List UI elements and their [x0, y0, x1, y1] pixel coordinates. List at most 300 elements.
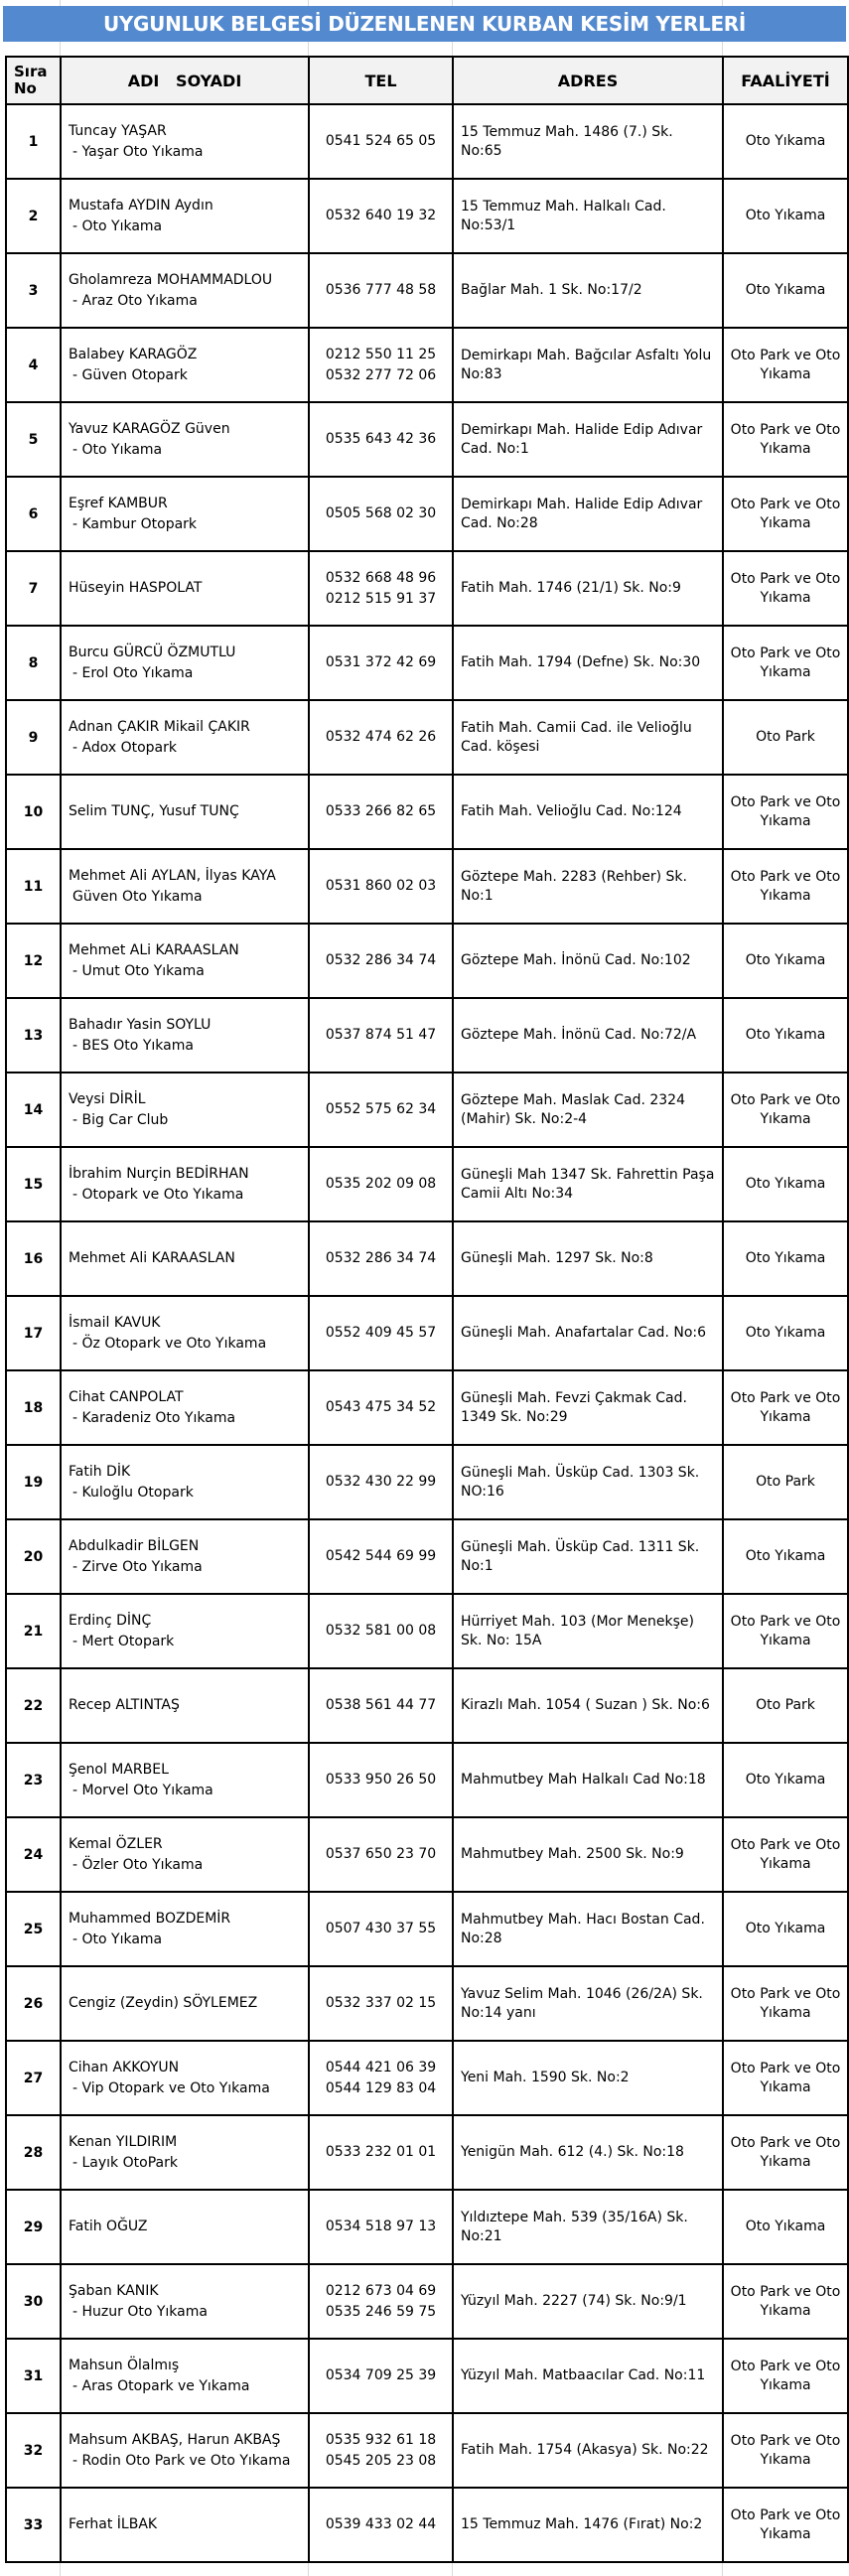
row-number-cell: 23: [6, 1743, 61, 1817]
business-name: - Güven Otopark: [72, 366, 188, 383]
name-cell: [61, 1519, 309, 1594]
row-number-cell: 24: [6, 1817, 61, 1892]
tel-cell: [309, 328, 453, 402]
header-cell-tel: TEL: [309, 57, 453, 104]
table-row: [6, 2339, 848, 2413]
address-cell: Yüzyıl Mah. Matbaacılar Cad. No:11: [453, 2339, 723, 2413]
business-name: - Layık OtoPark: [72, 2154, 178, 2171]
phone-number-2: 0532 277 72 06: [325, 366, 437, 383]
table-row: [6, 998, 848, 1073]
tel-cell: [309, 775, 453, 849]
address-cell: Güneşli Mah 1347 Sk. Fahrettin Paşa Camii Altı No:34: [453, 1147, 723, 1221]
activity-cell: Oto Park ve Oto Yıkama: [723, 1073, 848, 1147]
activity-cell: Oto Yıkama: [723, 998, 848, 1073]
activity-cell: Oto Park ve Oto Yıkama: [723, 626, 848, 700]
phone-number: 0537 874 51 47: [325, 1027, 437, 1043]
name-cell: [61, 477, 309, 551]
activity-cell: Oto Yıkama: [723, 253, 848, 328]
table-row: [6, 1073, 848, 1147]
business-name: - Umut Oto Yıkama: [72, 962, 205, 979]
table-row: [6, 1519, 848, 1594]
person-name: Mehmet Ali KARAASLAN: [69, 1250, 235, 1266]
name-cell: [61, 1445, 309, 1519]
name-cell: [61, 2339, 309, 2413]
business-name: - Oto Yıkama: [72, 441, 163, 458]
name-cell: [61, 328, 309, 402]
certified-locations-table: [5, 56, 849, 2563]
tel-cell: [309, 1519, 453, 1594]
activity-cell: Oto Park ve Oto Yıkama: [723, 402, 848, 477]
name-cell: [61, 1073, 309, 1147]
business-name: - Rodin Oto Park ve Oto Yıkama: [72, 2452, 291, 2469]
row-number-cell: 22: [6, 1668, 61, 1743]
row-number-cell: 13: [6, 998, 61, 1073]
row-number-cell: 20: [6, 1519, 61, 1594]
business-name: - Araz Oto Yıkama: [72, 292, 198, 309]
header-cell-adi-soyadi: ADI SOYADI: [61, 57, 309, 104]
tel-cell: [309, 1370, 453, 1445]
business-name: - Huzur Oto Yıkama: [72, 2303, 208, 2320]
tel-cell: [309, 998, 453, 1073]
phone-number: 0536 777 48 58: [325, 282, 437, 298]
address-cell: Göztepe Mah. Maslak Cad. 2324 (Mahir) Sk. No:2-4: [453, 1073, 723, 1147]
row-number-cell: 1: [6, 104, 61, 179]
phone-number: 0532 581 00 08: [325, 1623, 437, 1639]
person-name: Cengiz (Zeydin) SÖYLEMEZ: [69, 1995, 258, 2011]
name-cell: [61, 775, 309, 849]
person-name: İsmail KAVUK: [69, 1314, 161, 1331]
activity-cell: Oto Park ve Oto Yıkama: [723, 2488, 848, 2562]
row-number-cell: 8: [6, 626, 61, 700]
person-name: İbrahim Nurçin BEDİRHAN: [69, 1165, 249, 1182]
person-name: Cihat CANPOLAT: [69, 1388, 184, 1405]
table-row: [6, 477, 848, 551]
row-number-cell: 32: [6, 2413, 61, 2488]
person-name: Şenol MARBEL: [69, 1761, 169, 1778]
address-cell: Yeni Mah. 1590 Sk. No:2: [453, 2041, 723, 2115]
address-cell: Fatih Mah. 1754 (Akasya) Sk. No:22: [453, 2413, 723, 2488]
business-name: - Big Car Club: [72, 1111, 169, 1128]
activity-cell: Oto Park ve Oto Yıkama: [723, 328, 848, 402]
phone-number: 0552 575 62 34: [325, 1101, 437, 1117]
address-cell: Hürriyet Mah. 103 (Mor Menekşe) Sk. No: 15A: [453, 1594, 723, 1668]
table-row: [6, 1296, 848, 1370]
tel-cell: [309, 849, 453, 924]
address-cell: Mahmutbey Mah. Hacı Bostan Cad. No:28: [453, 1892, 723, 1966]
phone-number-2: 0545 205 23 08: [325, 2452, 437, 2469]
phone-number: 0532 286 34 74: [325, 1250, 437, 1266]
address-cell: Demirkapı Mah. Halide Edip Adıvar Cad. No:1: [453, 402, 723, 477]
phone-number: 0537 650 23 70: [325, 1846, 437, 1862]
name-cell: [61, 1743, 309, 1817]
phone-number: 0505 568 02 30: [325, 505, 437, 521]
phone-number: 0534 709 25 39: [325, 2367, 437, 2383]
name-cell: [61, 998, 309, 1073]
name-cell: [61, 179, 309, 253]
name-cell: [61, 2413, 309, 2488]
tel-cell: [309, 179, 453, 253]
row-number-cell: 11: [6, 849, 61, 924]
address-cell: Göztepe Mah. İnönü Cad. No:72/A: [453, 998, 723, 1073]
person-name: Eşref KAMBUR: [69, 495, 168, 511]
row-number-cell: 14: [6, 1073, 61, 1147]
activity-cell: Oto Park ve Oto Yıkama: [723, 2413, 848, 2488]
tel-cell: [309, 2264, 453, 2339]
address-cell: Fatih Mah. Camii Cad. ile Velioğlu Cad. köşesi: [453, 700, 723, 775]
phone-number: 0533 950 26 50: [325, 1772, 437, 1788]
row-number-cell: 29: [6, 2190, 61, 2264]
phone-number: 0542 544 69 99: [325, 1548, 437, 1564]
row-number-cell: 30: [6, 2264, 61, 2339]
address-cell: Fatih Mah. 1746 (21/1) Sk. No:9: [453, 551, 723, 626]
name-cell: [61, 104, 309, 179]
activity-cell: Oto Yıkama: [723, 1296, 848, 1370]
name-cell: [61, 1594, 309, 1668]
table-header-row: [6, 57, 848, 104]
table-row: [6, 1147, 848, 1221]
phone-number: 0544 421 06 39: [325, 2059, 437, 2075]
phone-number: 0532 430 22 99: [325, 1474, 437, 1490]
activity-cell: Oto Yıkama: [723, 1743, 848, 1817]
header-cell-sira-no: Sıra No: [6, 57, 61, 104]
address-cell: Demirkapı Mah. Bağcılar Asfaltı Yolu No:83: [453, 328, 723, 402]
person-name: Recep ALTINTAŞ: [69, 1697, 180, 1713]
row-number-cell: 10: [6, 775, 61, 849]
table-row: [6, 253, 848, 328]
row-number-cell: 18: [6, 1370, 61, 1445]
tel-cell: [309, 1668, 453, 1743]
phone-number: 0535 643 42 36: [325, 431, 437, 447]
activity-cell: Oto Park ve Oto Yıkama: [723, 849, 848, 924]
tel-cell: [309, 1966, 453, 2041]
tel-cell: [309, 1594, 453, 1668]
activity-cell: Oto Park ve Oto Yıkama: [723, 2041, 848, 2115]
name-cell: [61, 1147, 309, 1221]
person-name: Fatih DİK: [69, 1463, 131, 1480]
address-cell: Yüzyıl Mah. 2227 (74) Sk. No:9/1: [453, 2264, 723, 2339]
address-cell: Güneşli Mah. Üsküp Cad. 1303 Sk. NO:16: [453, 1445, 723, 1519]
row-number-cell: 15: [6, 1147, 61, 1221]
table-row: [6, 1668, 848, 1743]
address-cell: Mahmutbey Mah Halkalı Cad No:18: [453, 1743, 723, 1817]
phone-number: 0507 430 37 55: [325, 1921, 437, 1936]
activity-cell: Oto Park: [723, 1668, 848, 1743]
phone-number-2: 0544 129 83 04: [325, 2079, 437, 2096]
row-number-cell: 19: [6, 1445, 61, 1519]
activity-cell: Oto Yıkama: [723, 1519, 848, 1594]
name-cell: [61, 1966, 309, 2041]
person-name: Hüseyin HASPOLAT: [69, 580, 203, 596]
name-cell: [61, 924, 309, 998]
business-name: - Adox Otopark: [72, 739, 177, 756]
table-row: [6, 2115, 848, 2190]
person-name: Fatih OĞUZ: [69, 2218, 148, 2234]
row-number-cell: 9: [6, 700, 61, 775]
tel-cell: [309, 626, 453, 700]
row-number-cell: 2: [6, 179, 61, 253]
title-bar: [3, 6, 846, 42]
business-name: - Özler Oto Yıkama: [72, 1856, 204, 1873]
phone-number: 0533 266 82 65: [325, 803, 437, 819]
name-cell: [61, 2115, 309, 2190]
activity-cell: Oto Yıkama: [723, 1892, 848, 1966]
person-name: Balabey KARAGÖZ: [69, 346, 198, 362]
table-row: [6, 179, 848, 253]
name-cell: [61, 1296, 309, 1370]
table-row: [6, 1221, 848, 1296]
address-cell: Bağlar Mah. 1 Sk. No:17/2: [453, 253, 723, 328]
activity-cell: Oto Yıkama: [723, 1147, 848, 1221]
tel-cell: [309, 1445, 453, 1519]
address-cell: 15 Temmuz Mah. Halkalı Cad. No:53/1: [453, 179, 723, 253]
table-row: [6, 2264, 848, 2339]
name-cell: [61, 2041, 309, 2115]
person-name: Gholamreza MOHAMMADLOU: [69, 271, 273, 288]
row-number-cell: 5: [6, 402, 61, 477]
row-number-cell: 17: [6, 1296, 61, 1370]
tel-cell: [309, 1817, 453, 1892]
name-cell: [61, 551, 309, 626]
activity-cell: Oto Park: [723, 700, 848, 775]
business-name: - Kambur Otopark: [72, 515, 198, 532]
phone-number: 0538 561 44 77: [325, 1697, 437, 1713]
name-cell: [61, 626, 309, 700]
table-row: [6, 1370, 848, 1445]
tel-cell: [309, 1147, 453, 1221]
person-name: Selim TUNÇ, Yusuf TUNÇ: [69, 803, 239, 819]
business-name: Güven Oto Yıkama: [72, 888, 203, 905]
business-name: - Kuloğlu Otopark: [72, 1484, 194, 1501]
tel-cell: [309, 2115, 453, 2190]
phone-number: 0535 932 61 18: [325, 2431, 437, 2448]
table-row: [6, 1966, 848, 2041]
phone-number: 0531 860 02 03: [325, 878, 437, 894]
table-row: [6, 402, 848, 477]
business-name: - Karadeniz Oto Yıkama: [72, 1409, 236, 1426]
phone-number-2: 0212 515 91 37: [325, 590, 437, 607]
tel-cell: [309, 700, 453, 775]
row-number-cell: 4: [6, 328, 61, 402]
activity-cell: Oto Park ve Oto Yıkama: [723, 2264, 848, 2339]
person-name: Kemal ÖZLER: [69, 1835, 163, 1852]
name-cell: [61, 1221, 309, 1296]
activity-cell: Oto Park ve Oto Yıkama: [723, 775, 848, 849]
person-name: Kenan YILDIRIM: [69, 2133, 178, 2150]
table-row: [6, 2413, 848, 2488]
person-name: Abdulkadir BİLGEN: [69, 1537, 200, 1554]
name-cell: [61, 402, 309, 477]
person-name: Mehmet ALi KARAASLAN: [69, 941, 239, 958]
activity-cell: Oto Park ve Oto Yıkama: [723, 2339, 848, 2413]
activity-cell: Oto Yıkama: [723, 104, 848, 179]
address-cell: Fatih Mah. Velioğlu Cad. No:124: [453, 775, 723, 849]
business-name: - Aras Otopark ve Yıkama: [72, 2377, 250, 2394]
address-cell: Fatih Mah. 1794 (Defne) Sk. No:30: [453, 626, 723, 700]
row-number-cell: 6: [6, 477, 61, 551]
phone-number: 0535 202 09 08: [325, 1176, 437, 1192]
activity-cell: Oto Yıkama: [723, 924, 848, 998]
tel-cell: [309, 1743, 453, 1817]
address-cell: Güneşli Mah. Fevzi Çakmak Cad. 1349 Sk. No:29: [453, 1370, 723, 1445]
phone-number: 0541 524 65 05: [325, 133, 437, 149]
person-name: Bahadır Yasin SOYLU: [69, 1016, 212, 1033]
row-number-cell: 28: [6, 2115, 61, 2190]
tel-cell: [309, 402, 453, 477]
person-name: Mustafa AYDIN Aydın: [69, 197, 213, 214]
person-name: Cihan AKKOYUN: [69, 2059, 180, 2075]
activity-cell: Oto Park ve Oto Yıkama: [723, 1370, 848, 1445]
activity-cell: Oto Park: [723, 1445, 848, 1519]
table-row: [6, 328, 848, 402]
phone-number: 0543 475 34 52: [325, 1399, 437, 1415]
activity-cell: Oto Park ve Oto Yıkama: [723, 551, 848, 626]
tel-cell: [309, 2339, 453, 2413]
phone-number: 0531 372 42 69: [325, 654, 437, 670]
activity-cell: Oto Park ve Oto Yıkama: [723, 2115, 848, 2190]
phone-number: 0533 232 01 01: [325, 2144, 437, 2160]
person-name: Veysi DİRİL: [69, 1090, 146, 1107]
address-cell: Güneşli Mah. 1297 Sk. No:8: [453, 1221, 723, 1296]
table-row: [6, 1892, 848, 1966]
person-name: Tuncay YAŞAR: [69, 122, 167, 139]
phone-number: 0532 337 02 15: [325, 1995, 437, 2011]
person-name: Erdinç DİNÇ: [69, 1612, 152, 1629]
activity-cell: Oto Park ve Oto Yıkama: [723, 477, 848, 551]
row-number-cell: 3: [6, 253, 61, 328]
name-cell: [61, 253, 309, 328]
table-row: [6, 1445, 848, 1519]
tel-cell: [309, 2041, 453, 2115]
phone-number: 0212 550 11 25: [325, 346, 437, 362]
address-cell: Güneşli Mah. Anafartalar Cad. No:6: [453, 1296, 723, 1370]
address-cell: Göztepe Mah. İnönü Cad. No:102: [453, 924, 723, 998]
person-name: Burcu GÜRCÜ ÖZMUTLU: [69, 644, 236, 660]
tel-cell: [309, 2488, 453, 2562]
business-name: - Oto Yıkama: [72, 1931, 163, 1947]
business-name: - BES Oto Yıkama: [72, 1037, 194, 1054]
phone-number: 0539 433 02 44: [325, 2516, 437, 2532]
table-row: [6, 1743, 848, 1817]
business-name: - Otopark ve Oto Yıkama: [72, 1186, 244, 1203]
table-row: [6, 626, 848, 700]
tel-cell: [309, 253, 453, 328]
header-cell-faaliyeti: FAALİYETİ: [723, 57, 848, 104]
header-cell-adres: ADRES: [453, 57, 723, 104]
business-name: - Yaşar Oto Yıkama: [72, 143, 204, 160]
person-name: Mehmet Ali AYLAN, İlyas KAYA: [69, 867, 276, 884]
tel-cell: [309, 551, 453, 626]
row-number-cell: 12: [6, 924, 61, 998]
name-cell: [61, 2264, 309, 2339]
business-name: - Vip Otopark ve Oto Yıkama: [72, 2079, 270, 2096]
table-row: [6, 1594, 848, 1668]
table-row: [6, 551, 848, 626]
name-cell: [61, 1817, 309, 1892]
address-cell: Göztepe Mah. 2283 (Rehber) Sk. No:1: [453, 849, 723, 924]
business-name: - Mert Otopark: [72, 1633, 175, 1649]
phone-number: 0532 640 19 32: [325, 208, 437, 223]
table-row: [6, 700, 848, 775]
person-name: Ferhat İLBAK: [69, 2516, 158, 2532]
tel-cell: [309, 924, 453, 998]
address-cell: Yavuz Selim Mah. 1046 (26/2A) Sk. No:14 yanı: [453, 1966, 723, 2041]
address-cell: Güneşli Mah. Üsküp Cad. 1311 Sk. No:1: [453, 1519, 723, 1594]
business-name: - Zirve Oto Yıkama: [72, 1558, 203, 1575]
tel-cell: [309, 1296, 453, 1370]
tel-cell: [309, 477, 453, 551]
tel-cell: [309, 1073, 453, 1147]
tel-cell: [309, 1221, 453, 1296]
table-row: [6, 775, 848, 849]
address-cell: Demirkapı Mah. Halide Edip Adıvar Cad. No:28: [453, 477, 723, 551]
activity-cell: Oto Park ve Oto Yıkama: [723, 1966, 848, 2041]
address-cell: Yıldıztepe Mah. 539 (35/16A) Sk. No:21: [453, 2190, 723, 2264]
row-number-cell: 7: [6, 551, 61, 626]
address-cell: Kirazlı Mah. 1054 ( Suzan ) Sk. No:6: [453, 1668, 723, 1743]
tel-cell: [309, 1892, 453, 1966]
tel-cell: [309, 2413, 453, 2488]
phone-number: 0534 518 97 13: [325, 2218, 437, 2234]
activity-cell: Oto Park ve Oto Yıkama: [723, 1817, 848, 1892]
business-name: - Erol Oto Yıkama: [72, 664, 194, 681]
person-name: Yavuz KARAGÖZ Güven: [69, 420, 230, 437]
phone-number: 0212 673 04 69: [325, 2282, 437, 2299]
row-number-cell: 27: [6, 2041, 61, 2115]
name-cell: [61, 1668, 309, 1743]
phone-number-2: 0535 246 59 75: [325, 2303, 437, 2320]
name-cell: [61, 849, 309, 924]
name-cell: [61, 700, 309, 775]
address-cell: Yenigün Mah. 612 (4.) Sk. No:18: [453, 2115, 723, 2190]
tel-cell: [309, 104, 453, 179]
page-title: UYGUNLUK BELGESİ DÜZENLENEN KURBAN KESİM YERLERİ: [102, 12, 747, 36]
table-row: [6, 1817, 848, 1892]
tel-cell: [309, 2190, 453, 2264]
name-cell: [61, 2190, 309, 2264]
name-cell: [61, 1370, 309, 1445]
name-cell: [61, 1892, 309, 1966]
row-number-cell: 16: [6, 1221, 61, 1296]
person-name: Şaban KANIK: [69, 2282, 159, 2299]
table-row: [6, 2488, 848, 2562]
business-name: - Öz Otopark ve Oto Yıkama: [72, 1335, 267, 1352]
table-row: [6, 2190, 848, 2264]
table-row: [6, 924, 848, 998]
activity-cell: Oto Park ve Oto Yıkama: [723, 1594, 848, 1668]
business-name: - Oto Yıkama: [72, 217, 163, 234]
table-row: [6, 2041, 848, 2115]
person-name: Mahsun Ölalmış: [69, 2357, 180, 2373]
address-cell: 15 Temmuz Mah. 1486 (7.) Sk. No:65: [453, 104, 723, 179]
person-name: Mahsum AKBAŞ, Harun AKBAŞ: [69, 2431, 281, 2448]
row-number-cell: 25: [6, 1892, 61, 1966]
business-name: - Morvel Oto Yıkama: [72, 1782, 213, 1798]
phone-number: 0552 409 45 57: [325, 1325, 437, 1341]
phone-number: 0532 668 48 96: [325, 569, 437, 586]
phone-number: 0532 286 34 74: [325, 952, 437, 968]
table-row: [6, 104, 848, 179]
person-name: Muhammed BOZDEMİR: [69, 1910, 231, 1927]
activity-cell: Oto Yıkama: [723, 2190, 848, 2264]
table-row: [6, 849, 848, 924]
table-body: [6, 104, 848, 2562]
row-number-cell: 31: [6, 2339, 61, 2413]
row-number-cell: 21: [6, 1594, 61, 1668]
address-cell: 15 Temmuz Mah. 1476 (Fırat) No:2: [453, 2488, 723, 2562]
row-number-cell: 26: [6, 1966, 61, 2041]
name-cell: [61, 2488, 309, 2562]
activity-cell: Oto Yıkama: [723, 1221, 848, 1296]
